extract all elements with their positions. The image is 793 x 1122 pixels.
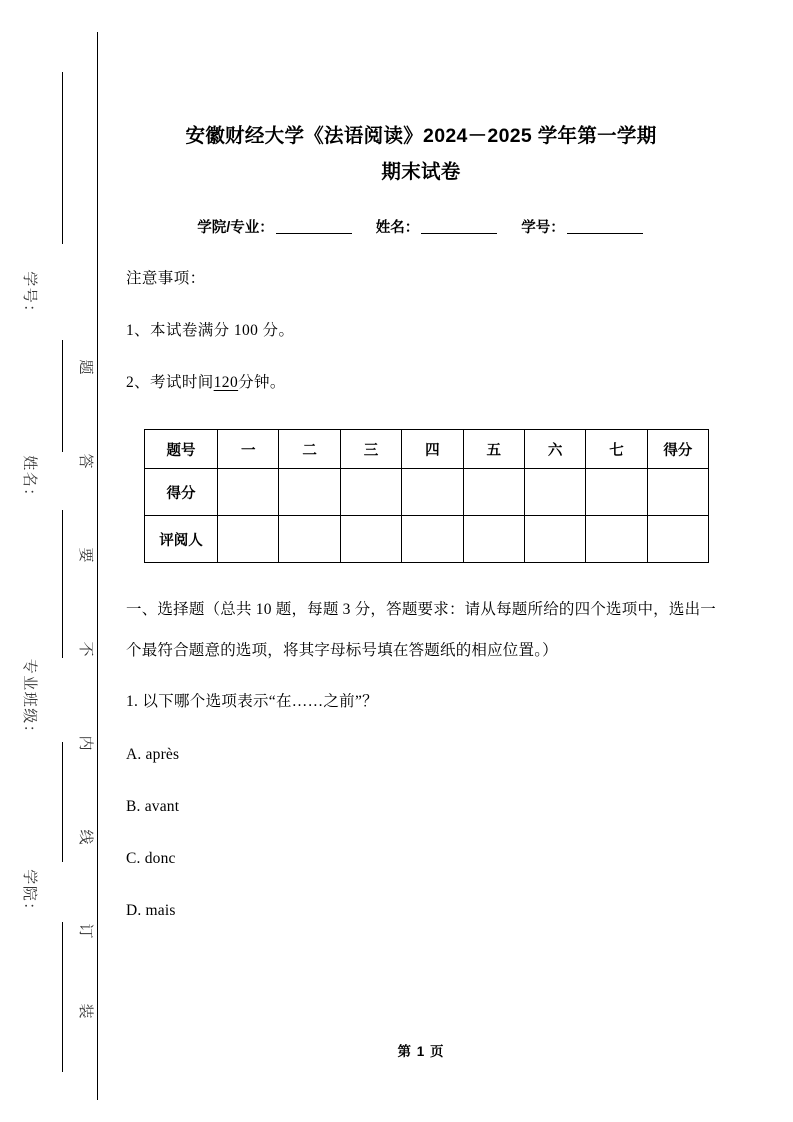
student-info-line	[126, 216, 716, 237]
score-table-cell[interactable]	[647, 469, 708, 516]
score-table-cell[interactable]	[279, 516, 340, 563]
score-table-cell: 三	[340, 430, 401, 469]
exam-title-line-1: 安徽财经大学《法语阅读》2024－2025 学年第一学期	[185, 125, 657, 147]
table-row	[145, 516, 709, 563]
seal-char-zhuang: 装	[77, 1003, 93, 1019]
score-table-cell[interactable]	[463, 516, 524, 563]
page-footer: 第 1 页	[397, 1044, 445, 1059]
score-table-row-label: 得分	[145, 469, 218, 516]
seal-label-college: 学院：	[21, 869, 37, 919]
score-table-cell[interactable]	[402, 516, 463, 563]
seal-char-bu: 不	[77, 641, 93, 657]
score-table-cell[interactable]	[218, 469, 279, 516]
notes-item-2-prefix: 2、考试时间	[126, 374, 214, 391]
notes-item-1: 1、本试卷满分 100 分。	[126, 322, 295, 339]
seal-char-ti: 题	[77, 359, 93, 375]
seal-blank-rule-3	[62, 510, 63, 658]
score-table-cell[interactable]	[340, 469, 401, 516]
seal-char-da: 答	[77, 453, 93, 469]
seal-char-nei: 内	[77, 735, 93, 751]
seal-label-class: 专业班级：	[21, 658, 37, 742]
seal-blank-rule-1	[62, 72, 63, 244]
seal-blank-rule-2	[62, 340, 63, 452]
score-table-cell: 七	[586, 430, 647, 469]
section-heading-one: 一、选择题（总共 10 题，每题 3 分，答题要求：请从每题所给的四个选项中，选出一个最符合题意的选项，将其字母标号填在答题纸的相应位置。）	[126, 601, 716, 659]
score-table-cell[interactable]	[279, 469, 340, 516]
score-table-cell[interactable]	[340, 516, 401, 563]
sealing-line-vertical	[97, 32, 98, 1100]
seal-label-name: 姓名：	[21, 455, 37, 505]
notes-item-2	[126, 373, 716, 393]
question-1-option-a[interactable]: A. après	[126, 746, 180, 763]
score-table-cell[interactable]	[524, 516, 585, 563]
score-table-cell[interactable]	[218, 516, 279, 563]
score-table-cell[interactable]	[402, 469, 463, 516]
exam-title-line-2: 期末试卷	[381, 161, 461, 183]
score-table-cell[interactable]	[647, 516, 708, 563]
notes-heading: 注意事项：	[126, 270, 206, 287]
score-table-wrapper	[126, 429, 716, 563]
score-table-cell[interactable]	[463, 469, 524, 516]
seal-char-ding: 订	[77, 923, 93, 939]
question-1-option-d[interactable]: D. mais	[126, 902, 176, 919]
table-row	[145, 469, 709, 516]
seal-char-yao: 要	[77, 547, 93, 563]
seal-blank-rule-4	[62, 742, 63, 862]
college-major-blank[interactable]	[276, 233, 352, 234]
score-table	[144, 429, 709, 563]
score-table-cell: 一	[218, 430, 279, 469]
score-table-row-label: 评阅人	[145, 516, 218, 563]
seal-label-student-id: 学号：	[21, 271, 37, 321]
score-table-cell[interactable]	[524, 469, 585, 516]
question-stem-1: 1. 以下哪个选项表示“在……之前”？	[126, 693, 378, 710]
exam-paper-body	[126, 0, 716, 1122]
student-id-blank[interactable]	[567, 233, 643, 234]
score-table-cell: 六	[524, 430, 585, 469]
sealing-margin	[0, 0, 110, 1122]
table-row	[145, 430, 709, 469]
seal-char-xian: 线	[77, 829, 93, 845]
score-table-cell: 二	[279, 430, 340, 469]
score-table-cell: 五	[463, 430, 524, 469]
college-major-label: 学院/专业：	[197, 220, 274, 236]
student-id-label: 学号：	[521, 220, 565, 236]
exam-duration-value: 120	[213, 374, 239, 391]
page-title	[126, 0, 716, 190]
name-label: 姓名：	[375, 220, 420, 236]
score-table-cell[interactable]	[586, 516, 647, 563]
name-blank[interactable]	[421, 233, 497, 234]
question-1-option-c[interactable]: C. donc	[126, 850, 176, 867]
seal-blank-rule-5	[62, 922, 63, 1072]
notes-item-2-suffix: 分钟。	[238, 374, 286, 391]
score-table-cell[interactable]	[586, 469, 647, 516]
question-1-option-b[interactable]: B. avant	[126, 798, 180, 815]
score-table-cell: 四	[402, 430, 463, 469]
score-table-cell: 得分	[647, 430, 708, 469]
score-table-row-label: 题号	[145, 430, 218, 469]
